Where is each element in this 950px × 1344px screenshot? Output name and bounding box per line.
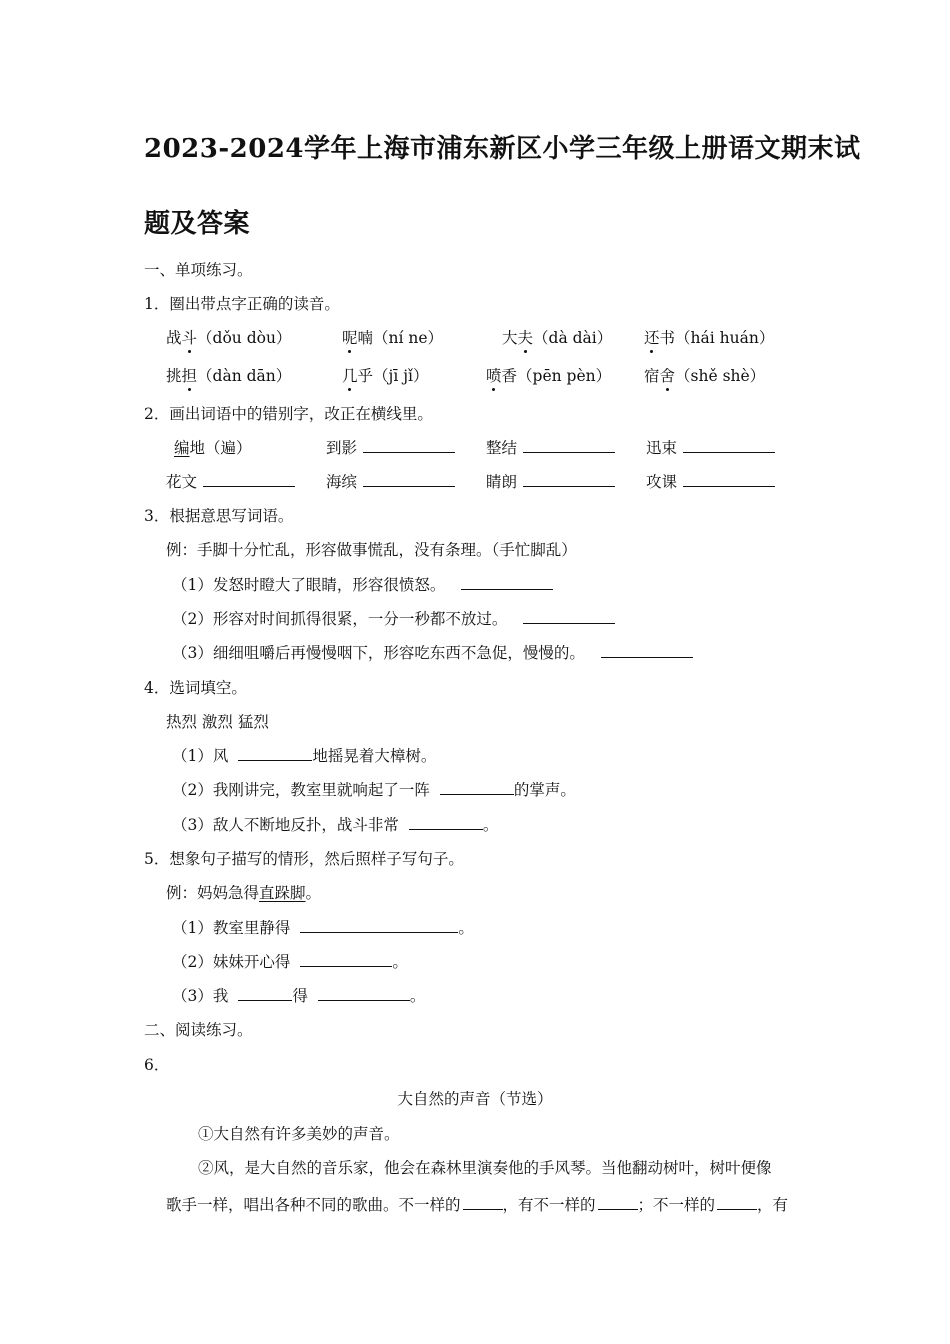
q3-item: （3）细细咀嚼后再慢慢咽下，形容吃东西不急促，慢慢的。	[172, 643, 693, 663]
passage-paragraph-2-line-2: 歌手一样，唱出各种不同的歌曲。不一样的 ，有不一样的 ；不一样的 ，有	[166, 1196, 789, 1214]
answer-blank[interactable]	[440, 780, 514, 795]
q1-item: 呢喃（ní ne）	[342, 329, 444, 347]
passage-paragraph-1: ①大自然有许多美妙的声音。	[198, 1125, 400, 1143]
q2-item: 攻课	[646, 472, 775, 492]
question-6-number: 6．	[144, 1056, 170, 1074]
question-1-prompt: 1．圈出带点字正确的读音。	[144, 295, 340, 313]
q3-item: （2）形容对时间抓得很紧，一分一秒都不放过。	[172, 609, 615, 629]
answer-blank[interactable]	[409, 815, 483, 830]
answer-blank[interactable]	[238, 986, 292, 1001]
answer-blank[interactable]	[683, 438, 775, 453]
answer-blank[interactable]	[363, 472, 455, 487]
q2-item: 花文	[166, 472, 295, 492]
q5-example: 例：妈妈急得直跺脚。	[166, 884, 322, 902]
q1-item: 挑担（dàn dān）	[166, 367, 292, 385]
q1-item: 大夫（dà dài）	[502, 329, 613, 347]
q1-item: 几乎（jī jǐ）	[342, 367, 429, 385]
answer-blank[interactable]	[717, 1195, 757, 1210]
q2-item: 睛朗	[486, 472, 615, 492]
answer-blank[interactable]	[601, 643, 693, 658]
q5-item: （1）教室里静得 。	[172, 919, 474, 937]
q5-item: （2）妹妹开心得 。	[172, 953, 408, 971]
passage-title: 大自然的声音（节选）	[397, 1090, 553, 1108]
answer-blank[interactable]	[238, 746, 312, 761]
q1-item: 宿舍（shě shè）	[644, 367, 766, 385]
page-title-line-1: 2023-2024学年上海市浦东新区小学三年级上册语文期末试	[144, 134, 861, 164]
q2-example: 编地（遍）	[174, 439, 252, 457]
answer-blank[interactable]	[598, 1195, 638, 1210]
q3-item: （1）发怒时瞪大了眼睛，形容很愤怒。	[172, 575, 553, 595]
q2-item: 整结	[486, 438, 615, 458]
question-3-prompt: 3．根据意思写词语。	[144, 507, 294, 525]
answer-blank[interactable]	[523, 609, 615, 624]
answer-blank[interactable]	[523, 472, 615, 487]
q3-example: 例：手脚十分忙乱，形容做事慌乱，没有条理。（手忙脚乱）	[166, 541, 577, 559]
answer-blank[interactable]	[461, 575, 553, 590]
q4-item: （2）我刚讲完，教室里就响起了一阵 的掌声。	[172, 781, 576, 799]
answer-blank[interactable]	[523, 438, 615, 453]
question-4-prompt: 4．选词填空。	[144, 679, 247, 697]
answer-blank[interactable]	[300, 952, 392, 967]
q1-item: 战斗（dǒu dòu）	[166, 329, 292, 347]
question-2-prompt: 2．画出词语中的错别字，改正在横线里。	[144, 405, 433, 423]
section-2-heading: 二、阅读练习。	[144, 1021, 253, 1039]
q2-item: 到影	[326, 438, 455, 458]
section-1-heading: 一、单项练习。	[144, 261, 253, 279]
question-5-prompt: 5．想象句子描写的情形，然后照样子写句子。	[144, 850, 464, 868]
q5-item: （3）我 得 。	[172, 987, 426, 1005]
answer-blank[interactable]	[300, 918, 458, 933]
answer-blank[interactable]	[318, 986, 410, 1001]
q1-item: 还书（hái huán）	[644, 329, 775, 347]
page-title-line-2: 题及答案	[144, 209, 251, 239]
q4-word-bank: 热烈 激烈 猛烈	[166, 713, 269, 731]
answer-blank[interactable]	[363, 438, 455, 453]
passage-paragraph-2-line-1: ②风，是大自然的音乐家，他会在森林里演奏他的手风琴。当他翻动树叶，树叶便像	[198, 1159, 772, 1177]
q4-item: （3）敌人不断地反扑，战斗非常 。	[172, 816, 499, 834]
q4-item: （1）风 地摇晃着大樟树。	[172, 747, 437, 765]
q1-item: 喷香（pēn pèn）	[486, 367, 612, 385]
answer-blank[interactable]	[683, 472, 775, 487]
answer-blank[interactable]	[463, 1195, 503, 1210]
q2-item: 海缤	[326, 472, 455, 492]
q2-item: 迅束	[646, 438, 775, 458]
answer-blank[interactable]	[203, 472, 295, 487]
